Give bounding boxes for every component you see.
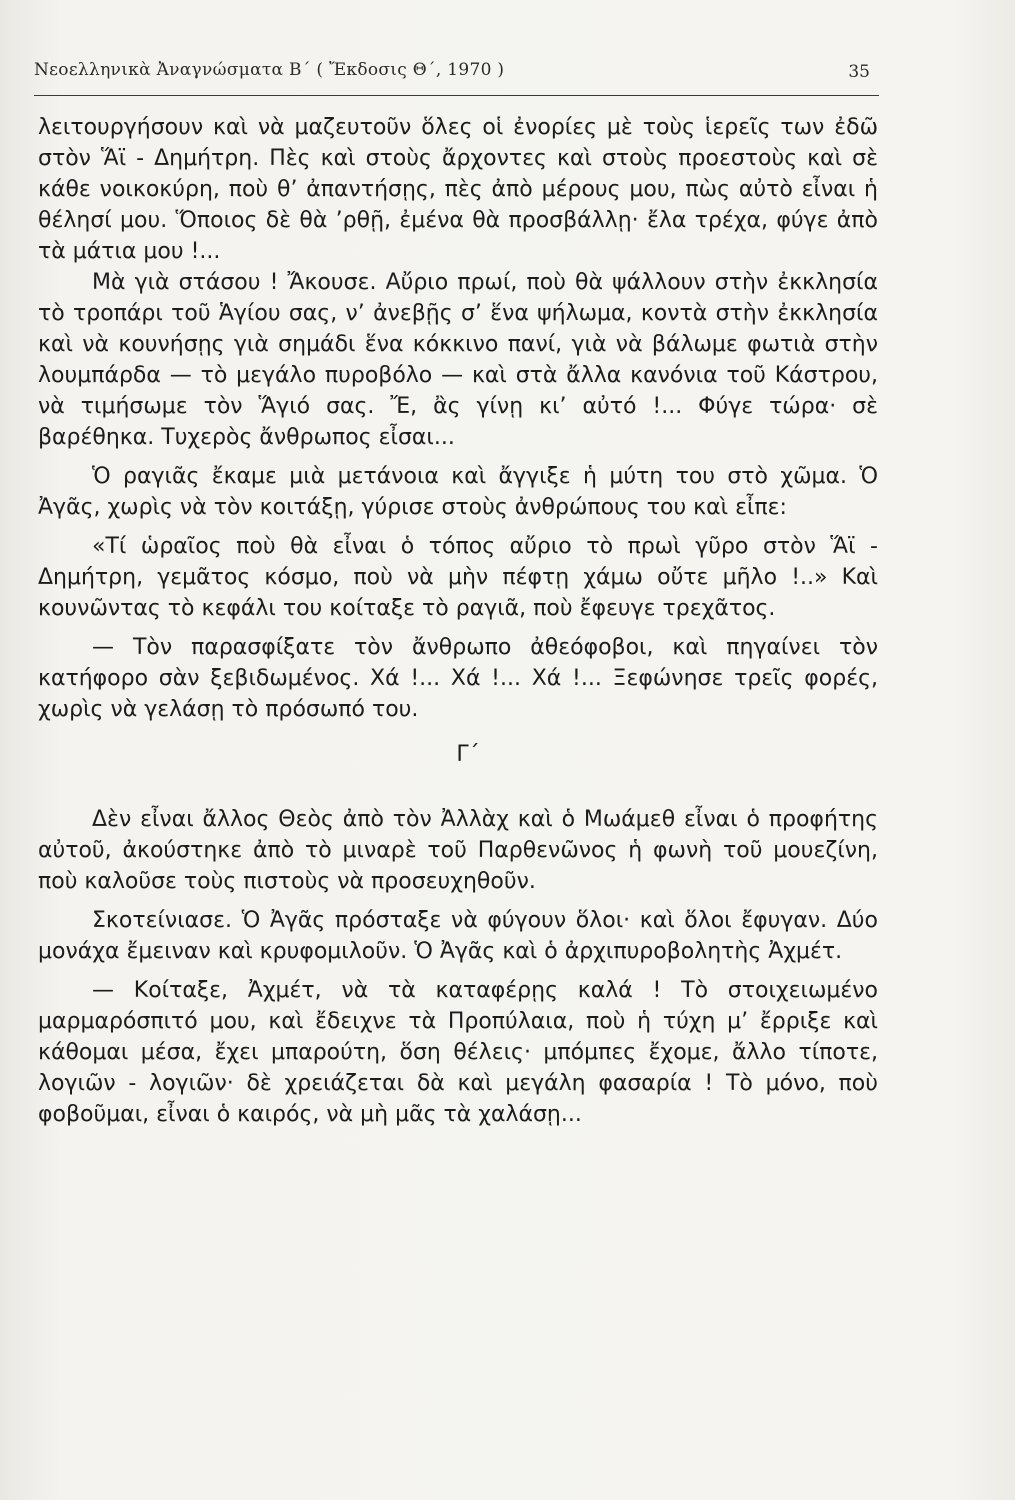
paragraph-2: Μὰ γιὰ στάσου ! Ἄκουσε. Αὔριο πρωί, ποὺ θὰ ψάλλουν στὴν ἐκκλησία τὸ τροπάρι τοῦ Ἁγίου σας, ν’ ἀνεβῇς σ’ ἕνα ψήλωμα, κοντὰ στὴν ἐκκλησία καὶ νὰ κουνήσῃς γιὰ σημάδι ἕνα κόκκινο πανί, γιὰ νὰ βάλωμε φωτιὰ στὴν λουμπάρδα — τὸ μεγάλο πυροβόλο — καὶ στὰ ἄλλα κανόνια τοῦ Κάστρου, νὰ τιμήσωμε τὸν Ἅγιό σας. Ἔ, ἂς γίνῃ κι’ αὐτό !... Φύγε τώρα· σὲ βαρέθηκα. Τυχερὸς ἄνθρωπος εἶσαι... bbox=[38, 270, 878, 450]
paragraph-7: Σκοτείνιασε. Ὁ Ἀγᾶς πρόσταξε νὰ φύγουν ὅλοι· καὶ ὅλοι ἔφυγαν. Δύο μονάχα ἔμειναν καὶ κρυφομιλοῦν. Ὁ Ἀγᾶς καὶ ὁ ἀρχιπυροβολητὴς Ἀχμέτ. bbox=[38, 908, 878, 964]
paragraph-1: λειτουργήσουν καὶ νὰ μαζευτοῦν ὅλες οἱ ἐνορίες μὲ τοὺς ἱερεῖς των ἐδῶ στὸν Ἅϊ - Δημήτρη. Πὲς καὶ στοὺς ἄρχοντες καὶ στοὺς προεστοὺς καὶ σὲ κάθε νοικοκύρη, ποὺ θ’ ἀπαντήσῃς, πὲς ἀπὸ μέρους μου, πὼς αὐτὸ εἶναι ἡ θέλησί μου. Ὅποιος δὲ θὰ ’ρθῇ, ἐμένα θὰ προσβάλλῃ· ἔλα τρέχα, φύγε ἀπὸ τὰ μάτια μου !... bbox=[38, 115, 878, 264]
running-head bbox=[34, 40, 875, 84]
running-title: Νεοελληνικὰ Ἀναγνώσματα Β΄ ( Ἔκδοσις Θ΄, 1970 ) bbox=[34, 60, 505, 80]
header-rule bbox=[34, 95, 879, 96]
paragraph-8: — Κοίταξε, Ἀχμέτ, νὰ τὰ καταφέρῃς καλά ! Τὸ στοιχειωμένο μαρμαρόσπιτό μου, καὶ ἔδειχνε τὰ Προπύλαια, ποὺ ἡ τύχη μ’ ἔρριξε καὶ κάθομαι μέσα, ἔχει μπαρούτη, ὅση θέλεις· μπόμπες ἔχομε, ἄλλο τίποτε, λογιῶν - λογιῶν· δὲ χρειάζεται δὰ καὶ μεγάλη φασαρία ! Τὸ μόνο, ποὺ φοβοῦμαι, εἶναι ὁ καιρός, νὰ μὴ μᾶς τὰ χαλάσῃ... bbox=[38, 978, 878, 1127]
page-number: 35 bbox=[848, 62, 870, 82]
body-text bbox=[38, 112, 878, 1130]
paragraph-6: Δὲν εἶναι ἄλλος Θεὸς ἀπὸ τὸν Ἀλλὰχ καὶ ὁ Μωάμεθ εἶναι ὁ προφήτης αὐτοῦ, ἀκούστηκε ἀπὸ τὸ μιναρὲ τοῦ Παρθενῶνος ἡ φωνὴ τοῦ μουεζίνη, ποὺ καλοῦσε τοὺς πιστοὺς νὰ προσευχηθοῦν. bbox=[38, 807, 878, 894]
paragraph-5: — Τὸν παρασφίξατε τὸν ἄνθρωπο ἀθεόφοβοι, καὶ πηγαίνει τὸν κατήφορο σὰν ξεβιδωμένος. Χά !... Χά !... Χά !... Ξεφώνησε τρεῖς φορές, χωρὶς νὰ γελάσῃ τὸ πρόσωπό του. bbox=[38, 635, 878, 722]
paragraph-3: Ὁ ραγιᾶς ἔκαμε μιὰ μετάνοια καὶ ἄγγιξε ἡ μύτη του στὸ χῶμα. Ὁ Ἀγᾶς, χωρὶς νὰ τὸν κοιτάξῃ, γύρισε στοὺς ἀνθρώπους του καὶ εἶπε: bbox=[38, 464, 878, 520]
paragraph-4-quote: «Τί ὡραῖος ποὺ θὰ εἶναι ὁ τόπος αὔριο τὸ πρωὶ γῦρο στὸν Ἅϊ - Δημήτρη, γεμᾶτος κόσμο, ποὺ νὰ μὴν πέφτῃ χάμω οὔτε μῆλο !..» Καὶ κουνῶντας τὸ κεφάλι του κοίταξε τὸ ραγιᾶ, ποὺ ἔφευγε τρεχᾶτος. bbox=[38, 534, 878, 621]
section-heading: Γ΄ bbox=[456, 742, 480, 767]
